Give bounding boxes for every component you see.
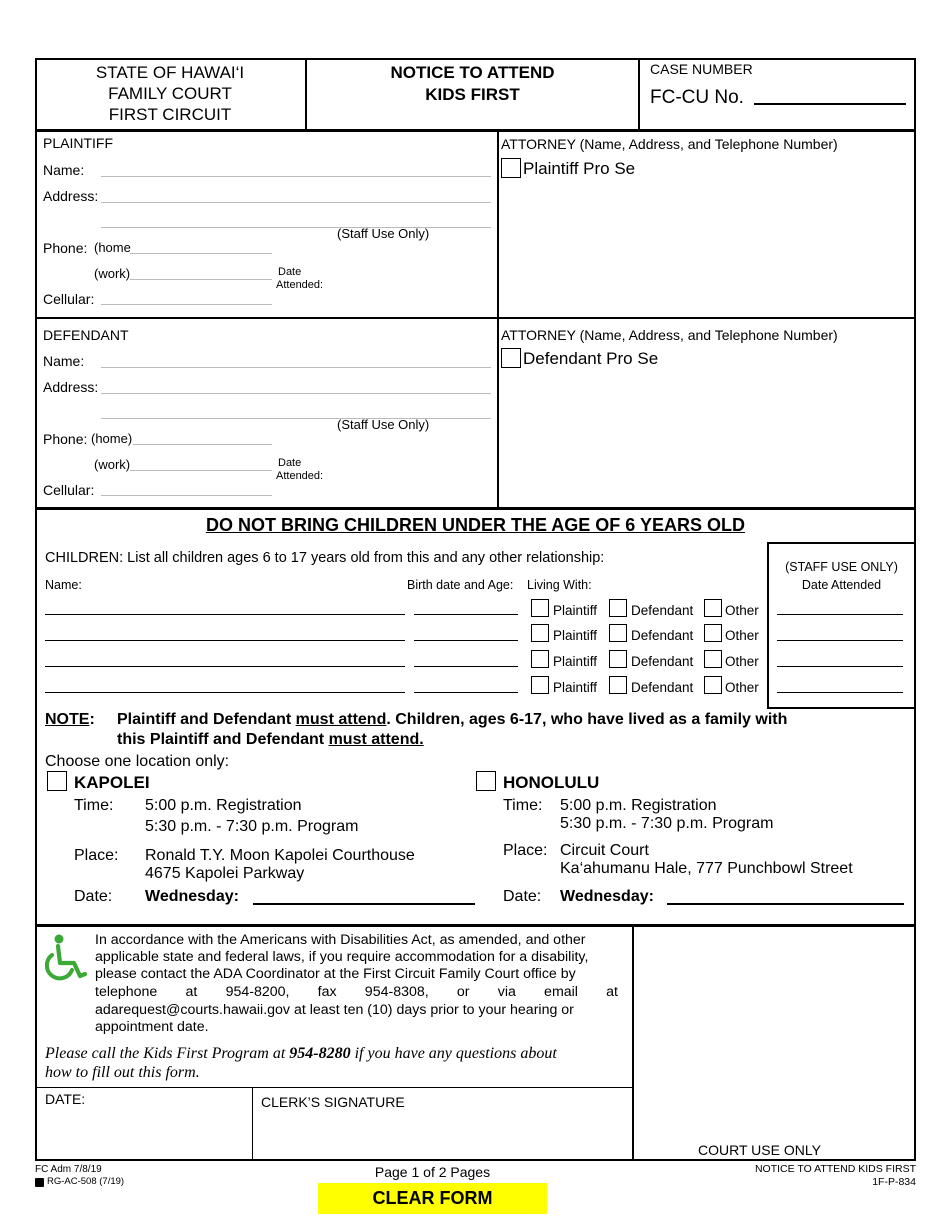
child-name-field[interactable] (45, 692, 405, 693)
plaintiff-home-phone-field[interactable] (130, 253, 272, 254)
honolulu-time-label: Time: (503, 797, 543, 814)
defendant-work-label: (work) (94, 457, 131, 472)
child-living-other-checkbox[interactable] (704, 650, 722, 668)
note-label (45, 711, 95, 729)
age-warning: DO NOT BRING CHILDREN UNDER THE AGE OF 6 YEARS OLD (205, 515, 746, 535)
plaintiff-work-phone-field[interactable] (130, 279, 272, 280)
plaintiff-staff-use: (Staff Use Only) (337, 226, 430, 241)
child-birth-field[interactable] (414, 692, 518, 693)
note-line-2b: must attend. (328, 731, 424, 748)
children-instruction: CHILDREN: List all children ages 6 to 17 years old from this and any other relationship: (45, 550, 605, 566)
plaintiff-date-label: Date (278, 266, 302, 278)
child-living-other-checkbox[interactable] (704, 624, 722, 642)
child-date-attended-field[interactable] (777, 640, 903, 641)
defendant-address-label: Address: (43, 379, 99, 395)
help-call-line-1 (45, 1045, 557, 1063)
ada-text-line-2: applicable state and federal laws, if you require accommodation for a disability, (95, 949, 589, 965)
choose-location-label: Choose one location only: (45, 753, 230, 770)
note-line-1c: . Children, ages 6-17, who have lived as a family with (386, 711, 788, 728)
kapolei-time-registration: 5:00 p.m. Registration (145, 797, 302, 814)
attorney-divider (497, 130, 499, 509)
ada-text-line-4: telephone at 954-8200, fax 954-8308, or via email at (95, 984, 618, 1000)
plaintiff-address-field-2[interactable] (101, 227, 491, 228)
honolulu-weekday: Wednesday: (560, 888, 654, 905)
defendant-pro-se-label: Defendant Pro Se (523, 349, 659, 368)
note-line-1a: Plaintiff and Defendant (117, 711, 296, 728)
child-living-column: Living With: (527, 578, 592, 592)
staff-use-top (767, 542, 916, 544)
case-number-label: CASE NUMBER (650, 61, 753, 77)
defendant-cellular-field[interactable] (101, 495, 272, 496)
note-line-1b: must attend (295, 711, 387, 728)
court-state: STATE OF HAWAI‘I (95, 63, 245, 82)
plaintiff-address-field[interactable] (101, 202, 491, 203)
child-living-defendant-checkbox[interactable] (609, 599, 627, 617)
child-living-defendant-label: Defendant (631, 628, 694, 643)
defendant-attended-label: Attended: (276, 470, 324, 482)
honolulu-place-address: Ka‘ahumanu Hale, 777 Punchbowl Street (560, 860, 853, 877)
child-birth-column: Birth date and Age: (407, 578, 514, 592)
help-call-phone: 954-8280 (289, 1045, 351, 1062)
honolulu-place-name: Circuit Court (560, 842, 649, 859)
date-clerk-divider (252, 1087, 253, 1161)
staff-use-bottom (767, 707, 916, 709)
kapolei-place-address: 4675 Kapolei Parkway (145, 865, 305, 882)
ada-text-line-6: appointment date. (95, 1019, 209, 1035)
child-birth-field[interactable] (414, 640, 518, 641)
child-living-plaintiff-checkbox[interactable] (531, 599, 549, 617)
defendant-home-label: (home) (91, 431, 133, 446)
kapolei-date-label: Date: (74, 888, 113, 905)
clear-form-button[interactable]: CLEAR FORM (318, 1183, 547, 1214)
honolulu-date-field[interactable] (667, 903, 904, 905)
note-line-1 (117, 711, 787, 729)
child-living-defendant-checkbox[interactable] (609, 650, 627, 668)
child-living-other-label: Other (725, 654, 759, 669)
defendant-address-field[interactable] (101, 393, 491, 394)
case-prefix: FC-CU No. (650, 87, 744, 108)
signature-divider (35, 1087, 633, 1088)
child-living-defendant-label: Defendant (631, 603, 694, 618)
form-title: NOTICE TO ATTEND (390, 63, 555, 82)
child-living-defendant-label: Defendant (631, 654, 694, 669)
plaintiff-pro-se-label: Plaintiff Pro Se (523, 159, 636, 178)
plaintiff-cellular-label: Cellular: (43, 291, 95, 307)
child-living-defendant-checkbox[interactable] (609, 676, 627, 694)
defendant-staff-use: (Staff Use Only) (337, 417, 430, 432)
help-call-text: Please call the Kids First Program at (45, 1045, 290, 1062)
note-line-2a: this Plaintiff and Defendant (117, 731, 329, 748)
kapolei-place-name: Ronald T.Y. Moon Kapolei Courthouse (145, 847, 415, 864)
child-living-plaintiff-checkbox[interactable] (531, 650, 549, 668)
court-name: FAMILY COURT (108, 84, 232, 103)
staff-use-label: (STAFF USE ONLY) (785, 560, 898, 574)
child-living-other-checkbox[interactable] (704, 599, 722, 617)
note-line-2 (117, 731, 424, 749)
kapolei-date-field[interactable] (253, 903, 475, 905)
child-living-other-label: Other (725, 680, 759, 695)
parties-divider (35, 317, 916, 319)
court-use-divider (632, 925, 634, 1161)
parties-box (35, 130, 916, 509)
ada-text-line-5: adarequest@courts.hawaii.gov at least ten (10) days prior to your hearing or (95, 1002, 574, 1018)
kapolei-label: KAPOLEI (74, 773, 150, 792)
case-number-field[interactable] (754, 103, 906, 105)
note-colon: : (89, 711, 95, 728)
child-birth-field[interactable] (414, 614, 518, 615)
kapolei-time-label: Time: (74, 797, 114, 814)
honolulu-time-program: 5:30 p.m. - 7:30 p.m. Program (560, 815, 774, 832)
child-living-defendant-checkbox[interactable] (609, 624, 627, 642)
ada-text-line-1: In accordance with the Americans with Disabilities Act, as amended, and other (95, 932, 586, 948)
plaintiff-pro-se-checkbox[interactable] (501, 158, 521, 178)
help-call-line-2: how to fill out this form. (45, 1064, 200, 1081)
kapolei-place-label: Place: (74, 847, 119, 864)
defendant-address-field-2[interactable] (101, 418, 491, 419)
note-label-text: NOTE (45, 711, 90, 728)
plaintiff-address-label: Address: (43, 188, 99, 204)
header-divider (638, 58, 640, 131)
child-living-plaintiff-label: Plaintiff (553, 628, 598, 643)
date-label: DATE: (45, 1091, 86, 1107)
accessibility-badge-icon (35, 1178, 44, 1187)
court-use-only-label: COURT USE ONLY (698, 1142, 821, 1158)
child-birth-field[interactable] (414, 666, 518, 667)
honolulu-checkbox[interactable] (476, 771, 496, 791)
form-id: FC Adm 7/8/19 (35, 1164, 102, 1175)
form-subtitle: KIDS FIRST (425, 85, 520, 104)
defendant-phone-label: Phone: (43, 431, 88, 447)
kapolei-time-program: 5:30 p.m. - 7:30 p.m. Program (145, 818, 359, 835)
honolulu-date-label: Date: (503, 888, 542, 905)
child-name-field[interactable] (45, 666, 405, 667)
child-living-other-label: Other (725, 603, 759, 618)
child-living-plaintiff-checkbox[interactable] (531, 624, 549, 642)
defendant-date-label: Date (278, 457, 302, 469)
child-living-plaintiff-checkbox[interactable] (531, 676, 549, 694)
child-name-column: Name: (45, 578, 82, 592)
footer-form-title: NOTICE TO ATTEND KIDS FIRST (754, 1163, 916, 1175)
honolulu-time-registration: 5:00 p.m. Registration (560, 797, 717, 814)
plaintiff-attorney-label: ATTORNEY (Name, Address, and Telephone Number) (501, 136, 838, 152)
honolulu-label: HONOLULU (503, 773, 600, 792)
ada-text-line-3: please contact the ADA Coordinator at the First Circuit Family Court office by (95, 966, 576, 982)
kapolei-weekday: Wednesday: (145, 888, 239, 905)
plaintiff-heading: PLAINTIFF (43, 135, 114, 151)
plaintiff-work-label: (work) (94, 266, 131, 281)
wheelchair-accessibility-icon (41, 933, 87, 983)
child-living-plaintiff-label: Plaintiff (553, 603, 598, 618)
staff-date-attended-label: Date Attended (801, 578, 882, 592)
plaintiff-name-field[interactable] (101, 176, 491, 177)
plaintiff-attended-label: Attended: (276, 279, 324, 291)
court-circuit: FIRST CIRCUIT (108, 105, 232, 124)
plaintiff-name-label: Name: (43, 162, 85, 178)
page-number: Page 1 of 2 Pages (374, 1164, 491, 1180)
defendant-name-label: Name: (43, 353, 85, 369)
child-date-attended-field[interactable] (777, 614, 903, 615)
defendant-home-phone-field[interactable] (133, 444, 272, 445)
defendant-pro-se-checkbox[interactable] (501, 348, 521, 368)
rg-form-id: RG-AC-508 (7/19) (47, 1176, 125, 1187)
child-name-field[interactable] (45, 614, 405, 615)
child-living-plaintiff-label: Plaintiff (553, 654, 598, 669)
clerk-signature-label: CLERK’S SIGNATURE (261, 1094, 405, 1110)
plaintiff-home-label: (home (94, 240, 131, 255)
child-date-attended-field[interactable] (777, 692, 903, 693)
defendant-cellular-label: Cellular: (43, 482, 95, 498)
child-living-other-label: Other (725, 628, 759, 643)
kapolei-checkbox[interactable] (47, 771, 67, 791)
child-living-plaintiff-label: Plaintiff (553, 680, 598, 695)
defendant-work-phone-field[interactable] (130, 470, 272, 471)
child-living-defendant-label: Defendant (631, 680, 694, 695)
plaintiff-cellular-field[interactable] (101, 304, 272, 305)
plaintiff-phone-label: Phone: (43, 240, 88, 256)
defendant-heading: DEFENDANT (43, 327, 129, 343)
help-call-text-2: if you have any questions about (350, 1045, 557, 1062)
child-name-field[interactable] (45, 640, 405, 641)
child-living-other-checkbox[interactable] (704, 676, 722, 694)
defendant-attorney-label: ATTORNEY (Name, Address, and Telephone Number) (501, 327, 838, 343)
child-date-attended-field[interactable] (777, 666, 903, 667)
footer-form-code: 1F-P-834 (872, 1176, 916, 1188)
honolulu-place-label: Place: (503, 842, 548, 859)
defendant-name-field[interactable] (101, 367, 491, 368)
